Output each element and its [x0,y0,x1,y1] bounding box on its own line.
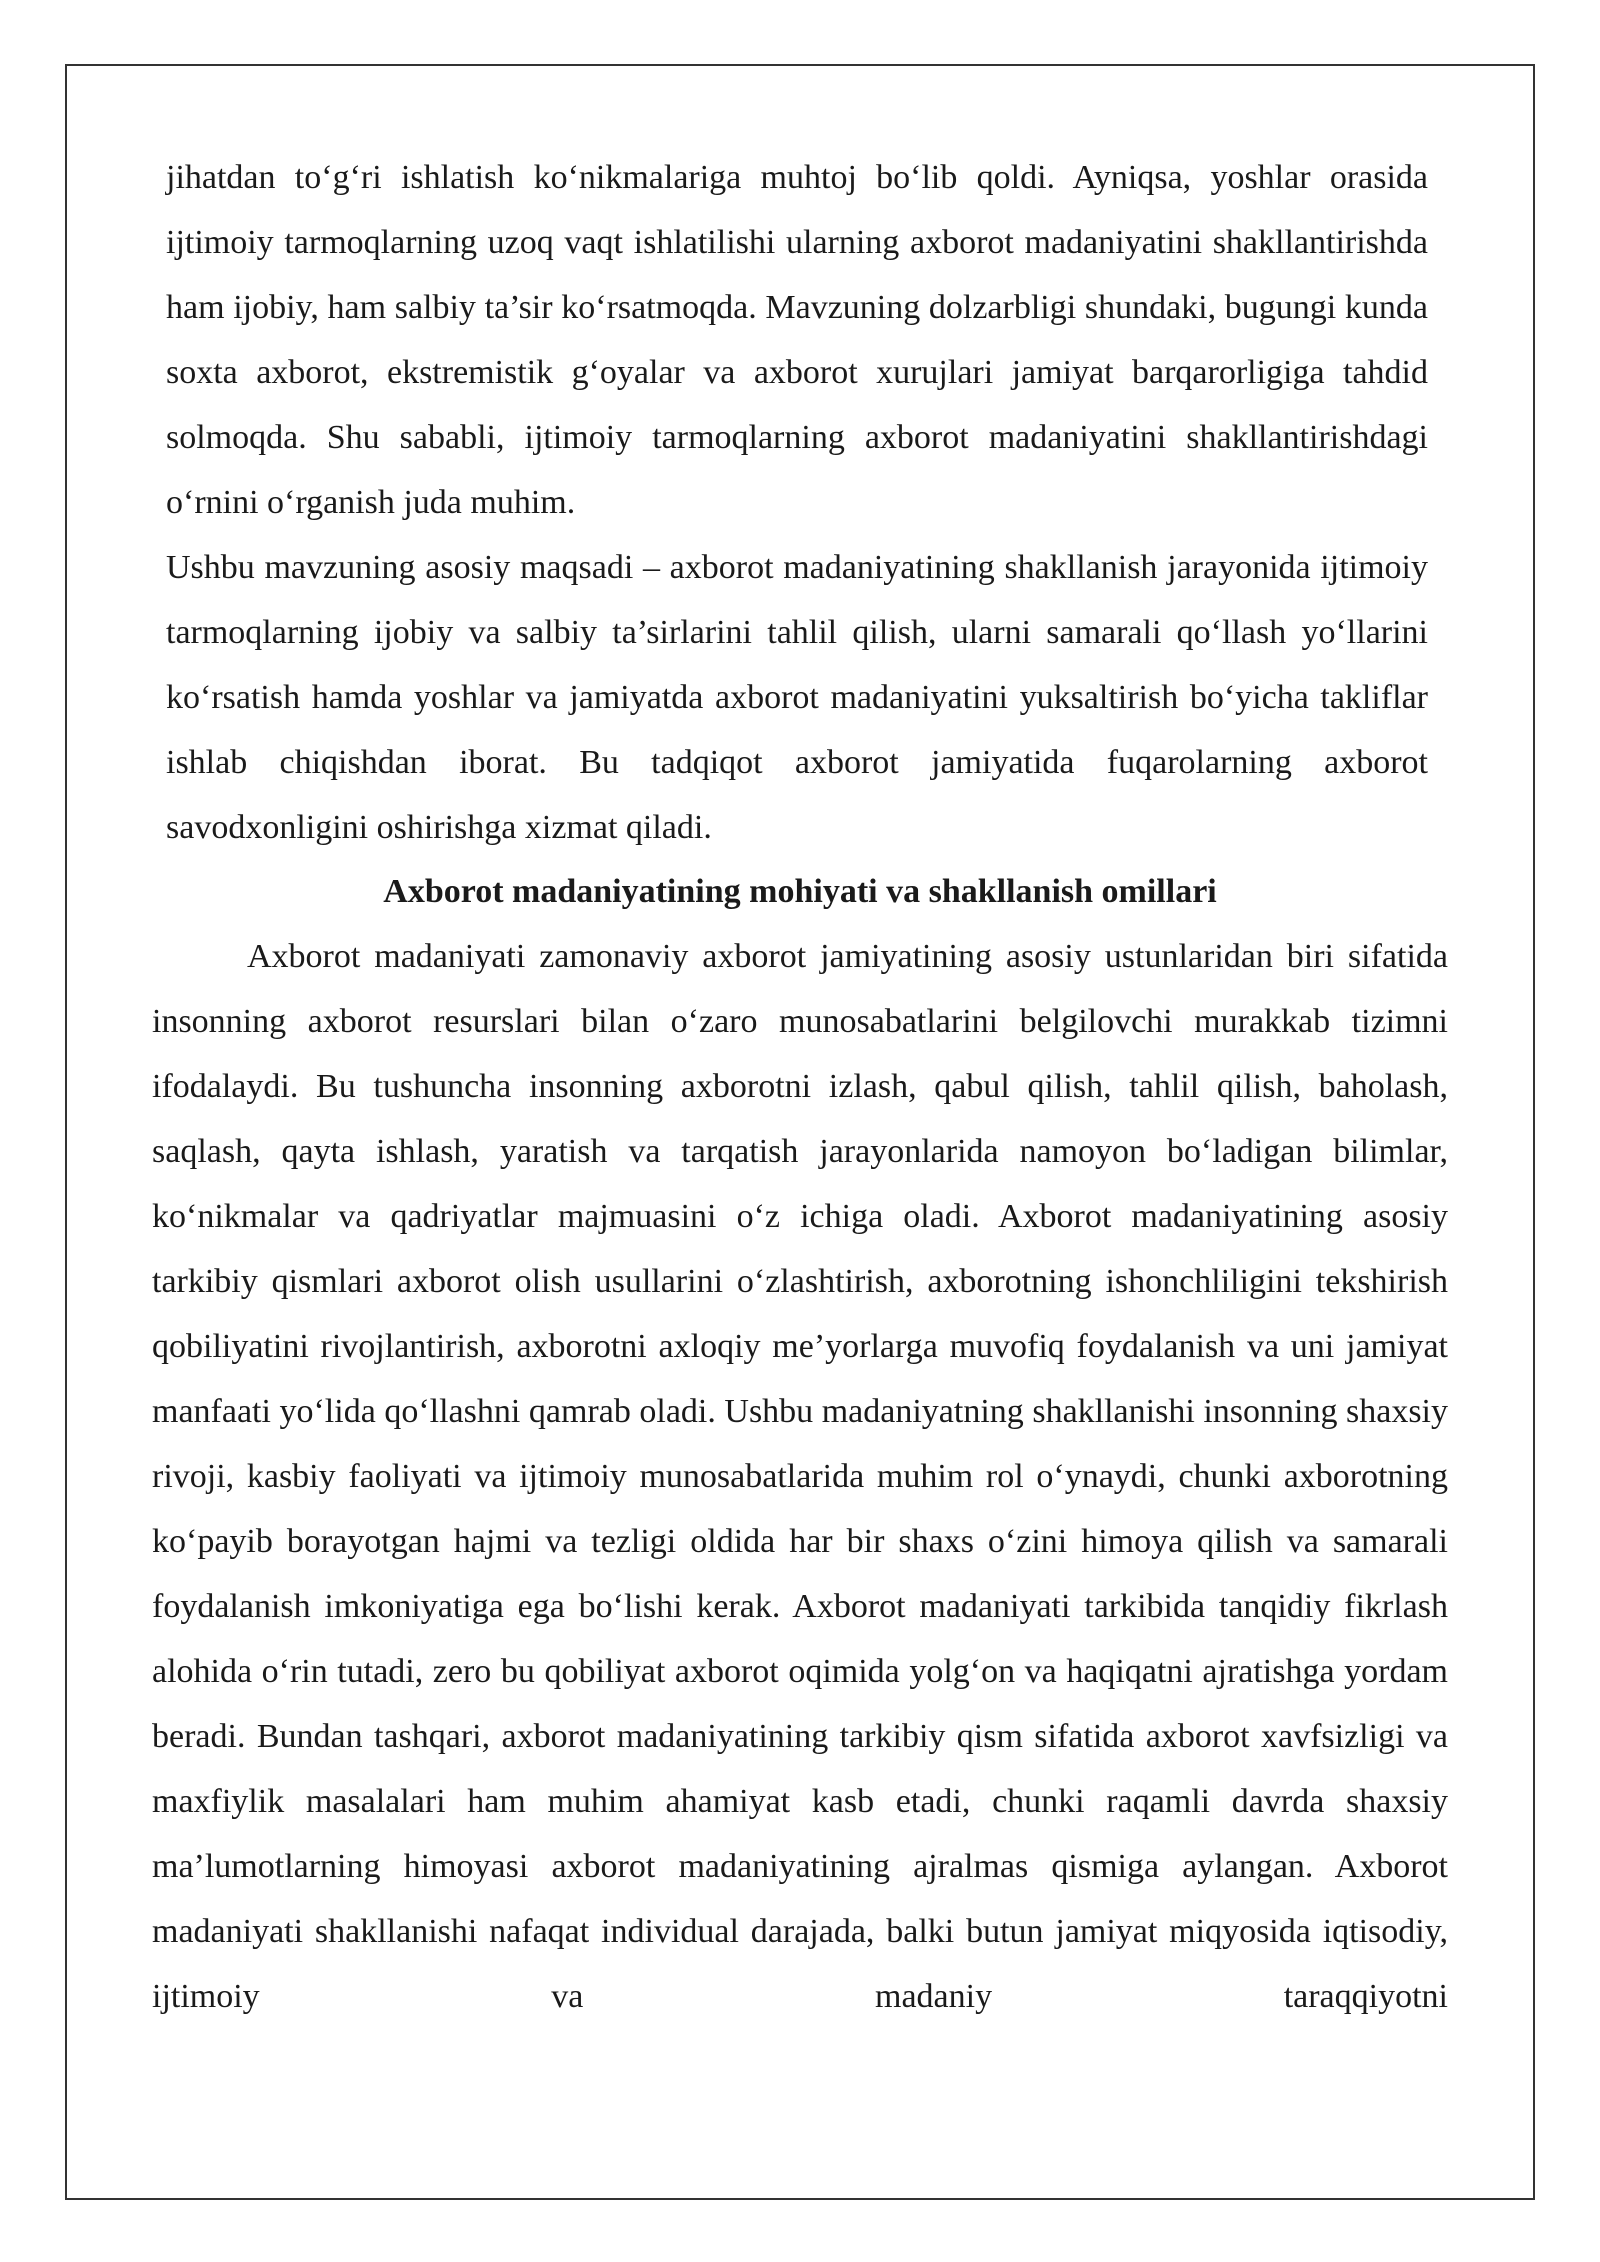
section-paragraph: Axborot madaniyati zamonaviy axborot jamiyatining asosiy ustunlaridan biri sifatida insonning axborot resurslari bilan o‘zaro munosabatlarini belgilovchi murakkab tizimni ifodalaydi. Bu tushuncha insonning axborotni izlash, qabul qilish, tahlil qilish, baholash, saqlash, qayta ishlash, yaratish va tarqatish jarayonlarida namoyon bo‘ladigan bilimlar, ko‘nikmalar va qadriyatlar majmuasini o‘z ichiga oladi. Axborot madaniyatining asosiy tarkibiy qismlari axborot olish usullarini o‘zlashtirish, axborotning ishonchliligini tekshirish qobiliyatini rivojlantirish, axborotni axloqiy me’yorlarga muvofiq foydalanish va uni jamiyat manfaati yo‘lida qo‘llashni qamrab oladi. Ushbu madaniyatning shakllanishi insonning shaxsiy rivoji, kasbiy faoliyati va ijtimoiy munosabatlarida muhim rol o‘ynaydi, chunki axborotning ko‘payib borayotgan hajmi va tezligi oldida har bir shaxs o‘zini himoya qilish va samarali foydalanish imkoniyatiga ega bo‘lishi kerak. Axborot madaniyati tarkibida tanqidiy fikrlash alohida o‘rin tutadi, zero bu qobiliyat axborot oqimida yolg‘on va haqiqatni ajratishga yordam beradi. Bundan tashqari, axborot madaniyatining tarkibiy qism sifatida axborot xavfsizligi va maxfiylik masalalari ham muhim ahamiyat kasb etadi, chunki raqamli davrda shaxsiy ma’lumotlarning himoyasi axborot madaniyatining ajralmas qismiga aylangan. Axborot madaniyati shakllanishi nafaqat individual darajada, balki butun jamiyat miqyosida iqtisodiy, ijtimoiy va madaniy taraqqiyotni [152,938,1448,2015]
section-text-block [152,924,1448,2029]
intro-paragraph-1: jihatdan to‘g‘ri ishlatish ko‘nikmalariga muhtoj bo‘lib qoldi. Ayniqsa, yoshlar orasida ijtimoiy tarmoqlarning uzoq vaqt ishlatilishi ularning axborot madaniyatini shakllantirishda ham ijobiy, ham salbiy ta’sir ko‘rsatmoqda. Mavzuning dolzarbligi shundaki, bugungi kunda soxta axborot, ekstremistik g‘oyalar va axborot xurujlari jamiyat barqarorligiga tahdid solmoqda. Shu sababli, ijtimoiy tarmoqlarning axborot madaniyatini shakllantirishdagi o‘rnini o‘rganish juda muhim. [166,159,1428,521]
section-heading: Axborot madaniyatining mohiyati va shakllanish omillari [383,873,1217,910]
intro-text-block [166,145,1428,860]
intro-paragraph-2: Ushbu mavzuning asosiy maqsadi – axborot madaniyatining shakllanish jarayonida ijtimoiy tarmoqlarning ijobiy va salbiy ta’sirlarini tahlil qilish, ularni samarali qo‘llash yo‘llarini ko‘rsatish hamda yoshlar va jamiyatda axborot madaniyatini yuksaltirish bo‘yicha takliflar ishlab chiqishdan iborat. Bu tadqiqot axborot jamiyatida fuqarolarning axborot savodxonligini oshirishga xizmat qiladi. [166,549,1428,846]
